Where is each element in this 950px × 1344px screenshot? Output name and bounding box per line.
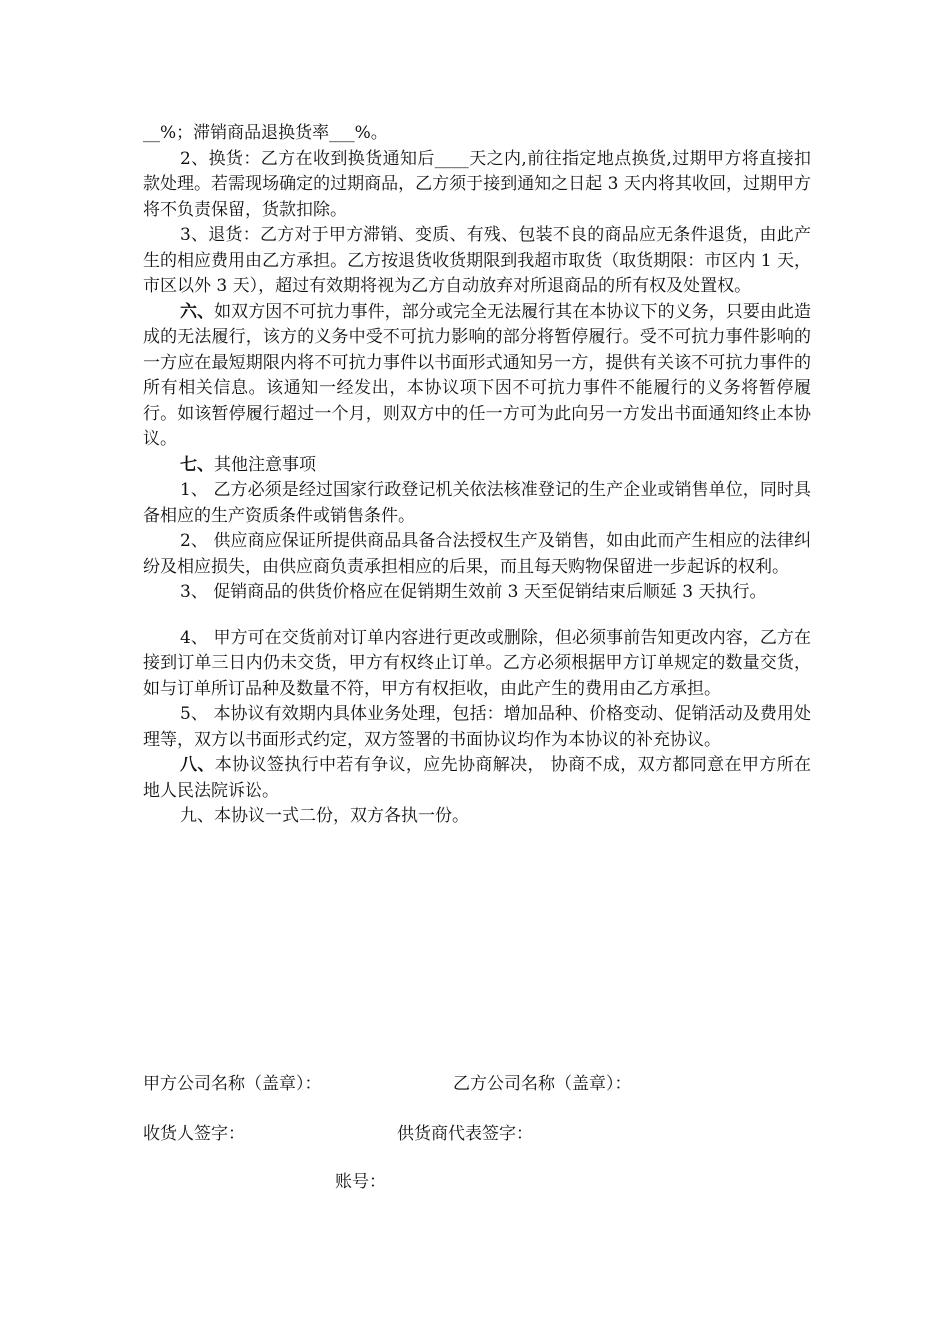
list-item: 5、 本协议有效期内具体业务处理，包括：增加品种、价格变动、促销活动及费用处理等，双方以书面形式约定，双方签署的书面协议均作为本协议的补充协议。 — [143, 704, 811, 750]
section-force-majeure — [143, 300, 811, 453]
list-item: 2、 供应商应保证所提供商品具备合法授权生产及销售，如由此而产生相应的法律纠纷及相应损失，由供应商负责承担相应的后果，而且每天购物保留进一步起诉的权利。 — [143, 531, 811, 577]
section-copies: 九、本协议一式二份，双方各执一份。 — [180, 806, 469, 826]
list-item: 3、 促销商品的供货价格应在促销期生效前 3 天至促销结束后顺延 3 天执行。 — [180, 582, 767, 602]
section-number: 八、 — [180, 755, 215, 775]
list-item: 4、 甲方可在交货前对订单内容进行更改或删除，但必须事前告知更改内容，乙方在接到订单三日内仍未交货，甲方有权终止订单。乙方必须根据甲方订单规定的数量交货，如与订单所订品种及数量不符，甲方有权拒收，由此产生的费用由乙方承担。 — [143, 627, 811, 699]
party-b-signature-label: 乙方公司名称（盖章）： — [453, 1074, 632, 1094]
paragraph-return-rate: __%；滞销商品退换货率___%。 — [143, 123, 388, 143]
section-number: 六、 — [180, 301, 215, 322]
account-label: 账号： — [335, 1172, 386, 1192]
section-other-matters — [143, 453, 811, 479]
paragraph-return: 3、退货：乙方对于甲方滞销、变质、有残、包装不良的商品应无条件退货，由此产 生的相应费用由乙方承担。乙方按退货收货期限到我超市取货（取货期限：市区内 1 天，市区以外 3 天），超过有效期将视为乙方自动放弃对所退商品的所有权及处置权。 — [143, 225, 811, 296]
paragraph-exchange: 2、换货：乙方在收到换货通知后____天之内,前往指定地点换货,过期甲方将直接扣款处理。若需现场确定的过期商品，乙方须于接到通知之日起 3 天内将其收回，过期甲方将不负责保留，货款扣除。 — [143, 148, 811, 220]
receiver-signature-label: 收货人签字： — [143, 1124, 245, 1144]
section-text: 如双方因不可抗力事件，部分或完全无法履行其在本协议下的义务，只要由此造成的无法履行，该方的义务中受不可抗力影响的部分将暂停履行。受不可抗力事件影响的一方应在最短期限内将不可抗力事件以书面形式通知另一方，提供有关该不可抗力事件的所有相关信息。该通知一经发出，本协议项下因不可抗力事件不能履行的义务将暂停履行。如该暂停履行超过一个月，则双方中的任一方可为此向另一方发出书面通知终止本协议。 — [143, 301, 812, 449]
list-item: 1、 乙方必须是经过国家行政登记机关依法核准登记的生产企业或销售单位，同时具备相应的生产资质条件或销售条件。 — [143, 480, 811, 526]
party-a-signature-label: 甲方公司名称（盖章）： — [143, 1074, 322, 1094]
section-text: 本协议签执行中若有争议，应先协商解决， 协商不成，双方都同意在甲方所在地人民法院诉讼。 — [143, 755, 812, 801]
blank-line — [143, 606, 811, 626]
section-disputes — [143, 753, 811, 804]
section-title: 其他注意事项 — [214, 454, 316, 475]
document-body — [143, 121, 811, 830]
supplier-rep-signature-label: 供货商代表签字： — [397, 1124, 533, 1144]
section-number: 七、 — [180, 454, 214, 475]
